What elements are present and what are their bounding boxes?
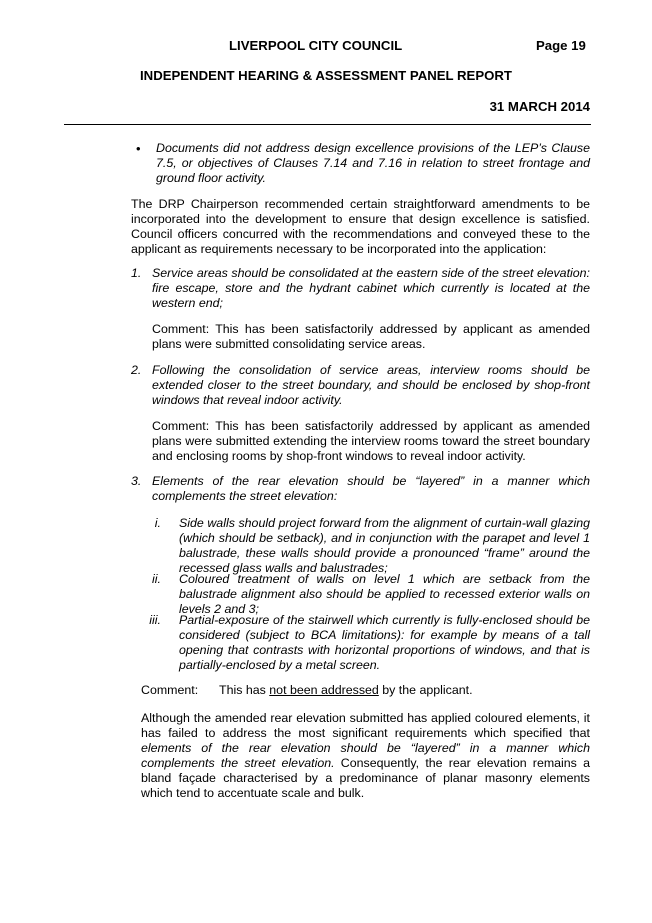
comment-label: Comment: bbox=[141, 683, 199, 697]
subitem-text: Partial-exposure of the stairwell which currently is fully-enclosed should be considered (subject to BCA limitations): for example by means of a tall opening that contrasts with horizontal proportions of windows, and that is partially-enclosed by a metal screen. bbox=[179, 613, 590, 672]
subitem-text: Side walls should project forward from the alignment of curtain-wall glazing (which should be setback), and in conjunction with the parapet and level 1 balustrade, these walls should provide a pronounced “frame” around the recessed glass walls and balustrades; bbox=[179, 516, 590, 575]
report-title: INDEPENDENT HEARING & ASSESSMENT PANEL REPORT bbox=[140, 68, 512, 83]
item-number: 1. bbox=[131, 266, 142, 280]
intro-paragraph: The DRP Chairperson recommended certain straightforward amendments to be incorporated into the development to ensure that design excellence is satisfied. Council officers concurred with the recommendations and conveyed these to the applicant as requirements necessary to be incorporated into the application: bbox=[131, 197, 590, 256]
subitem-numeral: i. bbox=[154, 516, 161, 530]
council-name: LIVERPOOL CITY COUNCIL bbox=[229, 38, 403, 53]
report-date: 31 MARCH 2014 bbox=[489, 99, 590, 114]
subitem-text: Coloured treatment of walls on level 1 which are setback from the balustrade alignment also should be applied to recessed exterior walls on levels 2 and 3; bbox=[179, 572, 590, 616]
item-text: Following the consolidation of service areas, interview rooms should be extended closer to the street boundary, and should be enclosed by shop-front windows that reveal indoor activity. bbox=[152, 363, 590, 407]
item-comment: Comment: This has been satisfactorily addressed by applicant as amended plans were submitted consolidating service areas. bbox=[152, 322, 590, 351]
item-comment: Comment: This has been satisfactorily addressed by applicant as amended plans were submitted extending the interview rooms toward the street boundary and enclosing rooms by shop-front windows to reveal indoor activity. bbox=[152, 419, 590, 463]
page-number: Page 19 bbox=[536, 38, 586, 53]
comment-prefix: This has bbox=[219, 683, 270, 697]
closing-part2: Consequently, the rear elevation remains a bland façade characterised by a predominance of planar masonry elements which tend to accentuate scale and bulk. bbox=[141, 756, 590, 800]
bullet-text: Documents did not address design excellence provisions of the LEP’s Clause 7.5, or objectives of Clauses 7.14 and 7.16 in relation to street frontage and ground floor activity. bbox=[156, 141, 590, 185]
comment-suffix: by the applicant. bbox=[378, 683, 473, 697]
closing-paragraph bbox=[141, 711, 590, 801]
item-text: Elements of the rear elevation should be “layered” in a manner which complements the street elevation: bbox=[152, 474, 590, 503]
closing-part1: Although the amended rear elevation submitted has applied coloured elements, it has failed to address the most significant requirements which specified that bbox=[141, 711, 590, 740]
subitem-numeral: iii. bbox=[149, 613, 161, 627]
comment-underlined: not been addressed bbox=[269, 683, 379, 697]
item-number: 3. bbox=[131, 474, 142, 488]
header-divider bbox=[64, 124, 591, 125]
closing-italic: elements of the rear elevation should be “layered” in a manner which complements the street elevation. bbox=[141, 741, 590, 770]
item-number: 2. bbox=[131, 363, 142, 377]
item-text: Service areas should be consolidated at the eastern side of the street elevation: fire escape, store and the hydrant cabinet which currently is located at the western end; bbox=[152, 266, 590, 310]
bullet-icon: • bbox=[136, 141, 141, 156]
subitem-numeral: ii. bbox=[152, 572, 161, 586]
final-comment bbox=[219, 683, 590, 698]
